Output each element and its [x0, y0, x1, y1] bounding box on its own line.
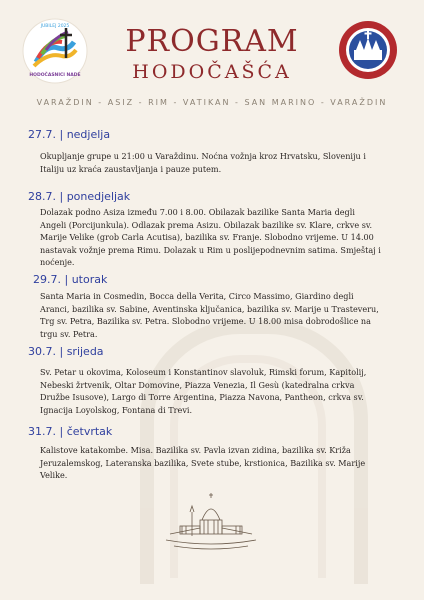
jubilee-year-text: JUBILEJ 2025 [40, 24, 70, 29]
day-text-5: Kalistove katakombe. Misa. Bazilika sv. Pavla izvan zidina, bazilika sv. Križa Jeruzalemskog, Lateranska bazilika, Svete stube, krstionica, Bazilika sv. Marije Velike. [40, 445, 366, 481]
st-peters-sketch-icon [162, 490, 260, 552]
day-text-2: Dolazak podno Asiza između 7.00 i 8.00. Obilazak bazilike Santa Maria degli Angeli (Porcijunkula). Odlazak prema Asizu. Obilazak bazilike sv. Klare, crkve sv. Marije Velike (grob Carla Acutisa), bazilika sv. Franje. Slobodno vrijeme. U 14.00 nastavak vožnje prema Rimu. Dolazak u Rim u poslijepodnevnim satima. Smještaj i noćenje. [40, 207, 381, 268]
jubilee-caption-text: HODOČASNICI NADE [29, 73, 81, 78]
day-text-4: Sv. Petar u okovima, Koloseum i Konstantinov slavoluk, Rimski forum, Kapitolij, Nebeski žrtvenik, Oltar Domovine, Piazza Venezia, Il Gesù (katedralna crkva Družbe Isusove), Largo di Torre Argentina, Piazza Navona, Pantheon, crkva sv. Ignacija Loyolskog, Fontana di Trevi. [40, 367, 367, 415]
day-heading-3: 29.7. | utorak [33, 273, 108, 286]
day-heading-4: 30.7. | srijeda [28, 345, 104, 358]
day-heading-1: 27.7. | nedjelja [28, 128, 111, 141]
day-text-3: Santa Maria in Cosmedin, Bocca della Verita, Circo Massimo, Giardino degli Aranci, bazilika sv. Sabine, Aventinska ključanica, bazilika sv. Marije u Trasteveru, Trg sv. Petra, Bazilika sv. Petra. Slobodno vrijeme. U 18.00 misa dobrodošlice na trgu sv. Petra. [40, 291, 379, 339]
day-heading-5: 31.7. | četvrtak [28, 425, 113, 438]
page-title: PROGRAM [125, 24, 299, 59]
route-line: VARAŽDIN - ASIZ - RIM - VATIKAN - SAN MARINO - VARAŽDIN [36, 98, 388, 107]
page-subtitle: HODOČAŠĆA [132, 61, 292, 83]
day-text-1: Okupljanje grupe u 21:00 u Varaždinu. Noćna vožnja kroz Hrvatsku, Sloveniju i Italiju uz kraća zaustavljanja i pauze putem. [40, 151, 366, 174]
day-heading-2: 28.7. | ponedjeljak [28, 190, 131, 203]
